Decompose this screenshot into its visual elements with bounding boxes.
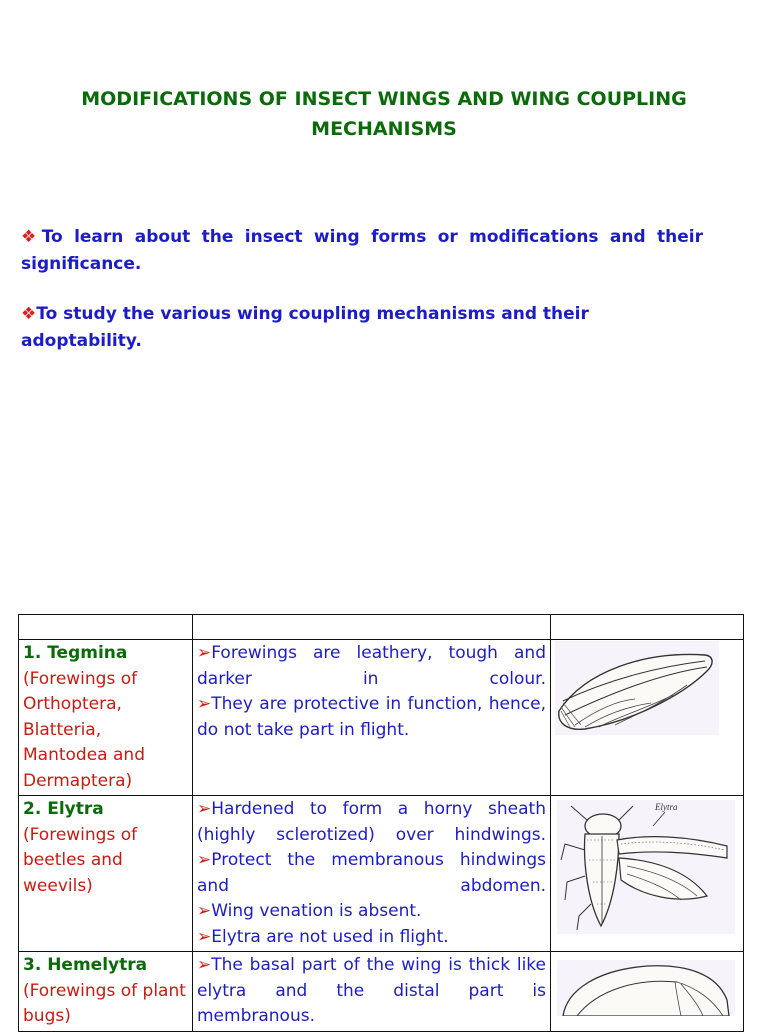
beetle-elytra-sketch bbox=[557, 800, 735, 934]
wing-name: 1. Tegmina bbox=[23, 643, 128, 663]
arrow-bullet-icon: ➢ bbox=[197, 694, 212, 714]
wing-type-cell bbox=[19, 796, 193, 952]
features-cell bbox=[193, 952, 551, 1032]
header-cell bbox=[19, 615, 193, 640]
elytra-label: Elytra bbox=[655, 802, 678, 812]
tegmina-wing-sketch bbox=[555, 641, 719, 735]
wing-type-cell bbox=[19, 952, 193, 1032]
objective-2 bbox=[21, 301, 703, 355]
arrow-bullet-icon: ➢ bbox=[197, 850, 212, 870]
feature-point: ➢Hardened to form a horny sheath (highly sclerotized) over hindwings. bbox=[197, 799, 546, 845]
wing-description: (Forewings of plant bugs) bbox=[23, 980, 186, 1026]
wing-type-cell bbox=[19, 640, 193, 796]
wing-description: (Forewings of beetles and weevils) bbox=[23, 824, 138, 896]
arrow-bullet-icon: ➢ bbox=[197, 799, 212, 819]
arrow-bullet-icon: ➢ bbox=[197, 955, 212, 975]
image-cell bbox=[551, 952, 744, 1032]
table-row-hemelytra bbox=[19, 952, 744, 1032]
wing-description: (Forewings of Orthoptera, Blatteria, Mantodea and Dermaptera) bbox=[23, 668, 145, 791]
features-cell bbox=[193, 796, 551, 952]
title-line-1: MODIFICATIONS OF INSECT WINGS AND WING COUPLING bbox=[81, 88, 687, 110]
wing-name: 3. Hemelytra bbox=[23, 955, 148, 975]
bullet-icon: ❖ bbox=[21, 227, 42, 247]
hemelytra-wing-sketch bbox=[557, 960, 735, 1016]
objective-2-text: To study the various wing coupling mechanisms and their adoptability. bbox=[21, 304, 589, 351]
arrow-bullet-icon: ➢ bbox=[197, 901, 212, 921]
feature-point: ➢Wing venation is absent. bbox=[197, 901, 422, 921]
feature-point: ➢The basal part of the wing is thick like elytra and the distal part is membranous. bbox=[197, 955, 546, 1026]
bullet-icon: ❖ bbox=[21, 304, 37, 324]
table-row-tegmina bbox=[19, 640, 744, 796]
feature-point: ➢Elytra are not used in flight. bbox=[197, 926, 449, 947]
table-header-row bbox=[19, 615, 744, 640]
objective-1 bbox=[21, 224, 703, 278]
arrow-bullet-icon: ➢ bbox=[197, 643, 212, 663]
objective-1-text: To learn about the insect wing forms or modifications and their significance. bbox=[21, 227, 703, 274]
image-cell bbox=[551, 796, 744, 952]
page-title bbox=[40, 84, 728, 144]
table-row-elytra bbox=[19, 796, 744, 952]
feature-point: ➢Forewings are leathery, tough and darker in colour. bbox=[197, 643, 546, 689]
feature-point: ➢They are protective in function, hence, do not take part in flight. bbox=[197, 694, 546, 740]
features-cell bbox=[193, 640, 551, 796]
image-cell bbox=[551, 640, 744, 796]
title-line-2: MECHANISMS bbox=[311, 118, 457, 140]
feature-point: ➢Protect the membranous hindwings and abdomen. bbox=[197, 850, 546, 896]
wing-name: 2. Elytra bbox=[23, 799, 104, 819]
arrow-bullet-icon: ➢ bbox=[197, 926, 212, 947]
header-cell bbox=[193, 615, 551, 640]
header-cell bbox=[551, 615, 744, 640]
wing-modifications-table bbox=[18, 614, 744, 1032]
